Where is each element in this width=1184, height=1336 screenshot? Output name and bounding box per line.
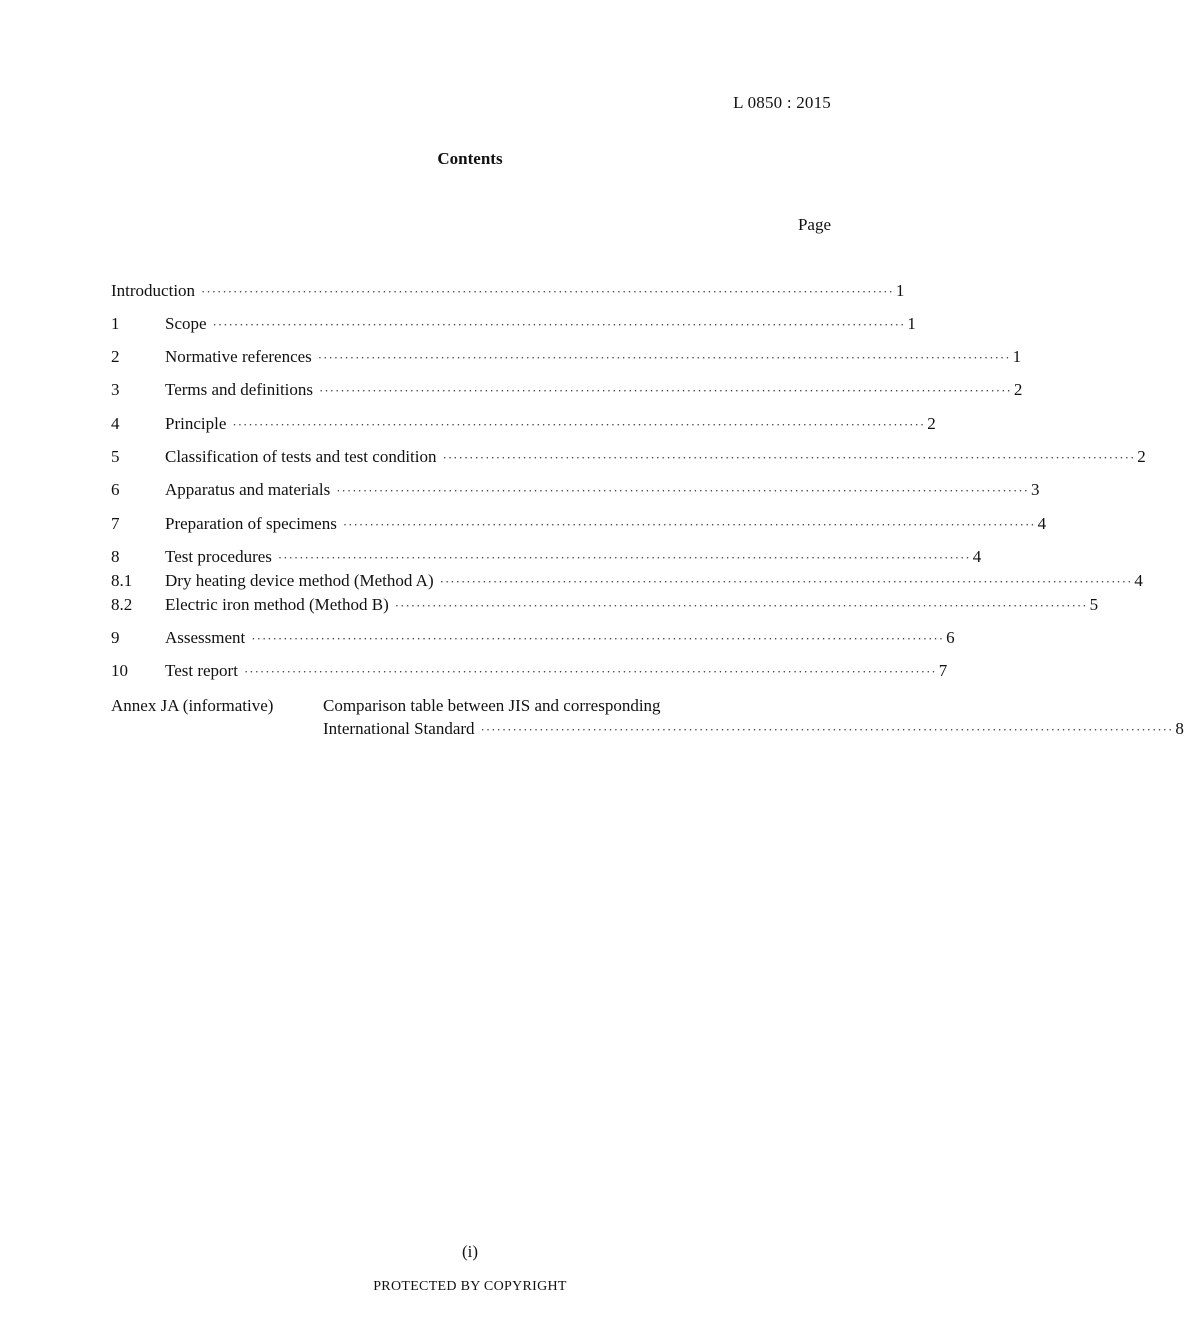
- toc-entry-number: 2: [111, 347, 120, 366]
- toc-entry-number: 8.1: [111, 571, 133, 590]
- toc-entry-page: 4: [1037, 514, 1047, 533]
- page-title: Contents: [437, 149, 503, 168]
- annex-heading: Annex JA (informative): [111, 696, 274, 715]
- toc-entry-number: 7: [111, 514, 120, 533]
- leader-dots: ··································································································································: [212, 317, 906, 332]
- toc-entry-number: 5: [111, 447, 120, 466]
- toc-entry-page: 5: [1089, 595, 1099, 614]
- leader-dots: ··································································································································: [243, 664, 937, 679]
- leader-dots: ··································································································································: [251, 631, 945, 646]
- leader-dots: ··································································································································: [394, 598, 1088, 613]
- leader-dots: ··································································································································: [342, 517, 1036, 532]
- toc-entry-number: 4: [111, 414, 120, 433]
- document-code: L 0850 : 2015: [733, 93, 831, 112]
- toc-entry-principle[interactable]: [111, 413, 936, 435]
- toc-entry-label: Normative references: [165, 347, 312, 366]
- toc-entry-label: Scope: [165, 314, 207, 333]
- toc-entry-normative-references[interactable]: [111, 346, 1022, 368]
- toc-entry-number: 8.2: [111, 595, 133, 614]
- toc-entry-page: 1: [1012, 347, 1022, 366]
- toc-entry-introduction[interactable]: [111, 280, 905, 302]
- toc-entry-method-b[interactable]: [111, 594, 1099, 616]
- toc-entry-label: Introduction: [111, 281, 196, 300]
- leader-dots: ··································································································································: [201, 284, 894, 299]
- leader-dots: ··································································································································: [277, 550, 971, 565]
- annex-title-line-2: International Standard: [323, 719, 475, 738]
- leader-dots: ··································································································································: [480, 722, 1174, 737]
- toc-entry-page: 4: [972, 547, 982, 566]
- toc-entry-number: 1: [111, 314, 120, 333]
- toc-entry-label: Principle: [165, 414, 227, 433]
- toc-entry-apparatus[interactable]: [111, 479, 1040, 501]
- toc-entry-label: Test procedures: [165, 547, 272, 566]
- toc-entry-page: 2: [927, 414, 936, 433]
- toc-entry-number: 3: [111, 380, 120, 399]
- leader-dots: ··································································································································: [232, 417, 926, 432]
- toc-entry-test-procedures[interactable]: [111, 546, 982, 568]
- copyright-notice: PROTECTED BY COPYRIGHT: [373, 1279, 567, 1294]
- toc-entry-number: 6: [111, 480, 120, 499]
- toc-entry-page: 7: [938, 661, 948, 680]
- toc-entry-label: Dry heating device method (Method A): [165, 571, 434, 590]
- toc-entry-preparation[interactable]: [111, 513, 1047, 535]
- toc-entry-label: Apparatus and materials: [165, 480, 331, 499]
- toc-entry-page: 4: [1134, 571, 1143, 590]
- toc-entry-page: 1: [907, 314, 916, 333]
- annex-title-line-1: Comparison table between JIS and corresponding: [323, 696, 661, 715]
- toc-entry-method-a[interactable]: [111, 570, 1143, 592]
- toc-entry-label: Preparation of specimens: [165, 514, 337, 533]
- toc-entry-label: Classification of tests and test condition: [165, 447, 437, 466]
- toc-entry-label: Terms and definitions: [165, 380, 314, 399]
- toc-entry-assessment[interactable]: [111, 627, 955, 649]
- leader-dots: ··································································································································: [317, 350, 1011, 365]
- toc-entry-classification[interactable]: [111, 446, 1146, 468]
- toc-entry-page: 8: [1175, 719, 1184, 738]
- toc-entry-scope[interactable]: [111, 313, 916, 335]
- toc-entry-number: 8: [111, 547, 120, 566]
- page-folio: (i): [461, 1242, 479, 1261]
- toc-entry-page: 2: [1013, 380, 1023, 399]
- leader-dots: ··································································································································: [336, 483, 1030, 498]
- leader-dots: ··································································································································: [439, 574, 1133, 589]
- toc-entry-page: 6: [946, 628, 955, 647]
- annex-title-line-2-row: [323, 718, 1184, 740]
- toc-entry-page: 1: [895, 281, 905, 300]
- toc-entry-test-report[interactable]: [111, 660, 948, 682]
- page-column-label: Page: [797, 215, 831, 234]
- toc-entry-terms-and-definitions[interactable]: [111, 379, 1023, 401]
- leader-dots: ··································································································································: [442, 450, 1136, 465]
- toc-entry-page: 2: [1137, 447, 1146, 466]
- leader-dots: ··································································································································: [319, 383, 1012, 398]
- toc-entry-page: 3: [1031, 480, 1040, 499]
- toc-entry-label: Electric iron method (Method B): [165, 595, 389, 614]
- toc-entry-label: Assessment: [165, 628, 246, 647]
- toc-entry-number: 9: [111, 628, 120, 647]
- toc-entry-number: 10: [111, 661, 128, 680]
- toc-entry-label: Test report: [165, 661, 238, 680]
